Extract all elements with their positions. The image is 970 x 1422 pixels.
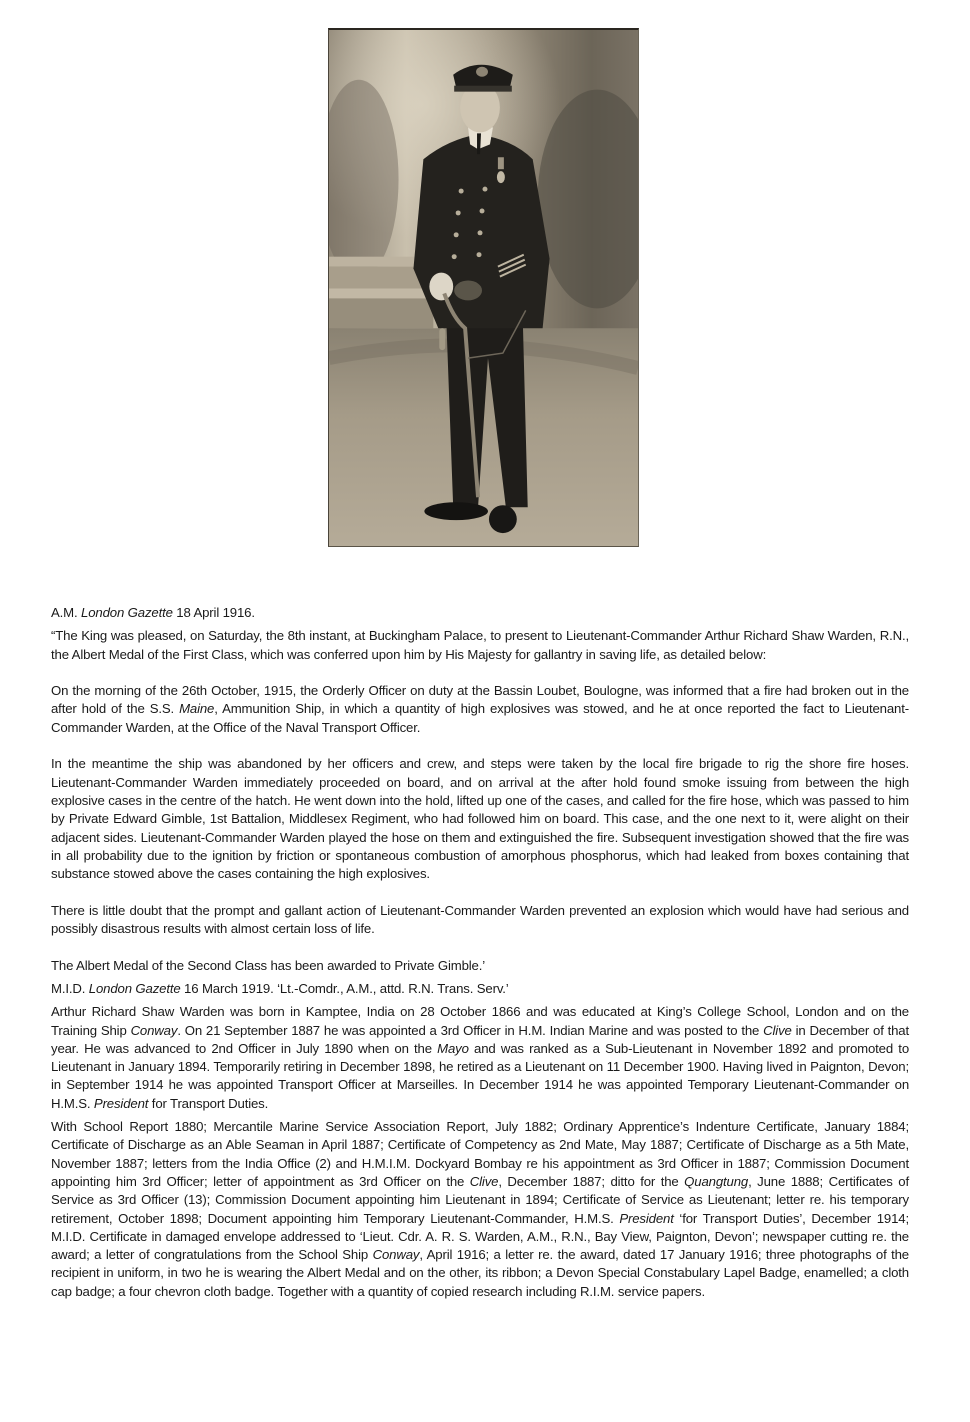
- citation-paragraph-3: In the meantime the ship was abandoned by her officers and crew, and steps were taken by the local fire brigade to rig the shore fire hoses. Lieutenant-Commander Warden immediately proceeded on board, and on arrival at the after hold found smoke issuing from between the high explosive cases in the centre of the hatch. He went down into the hold, lifted up one of the cases, and called for the fire hose, which was passed to him by Private Edward Gimble, 1st Battalion, Middlesex Regiment, who had followed him on board. This case, and the one next to it, were alight on their adjacent sides. Lieutenant-Commander Warden played the hose on them and extinguished the fire. Subsequent investigation showed that the fire was in all probability due to the ignition by friction or spontaneous combustion of amorphous phosphorus, which had leaked from boxes containing that substance stowed above the cases containing the high explosives.: [51, 756, 909, 882]
- shoe-right: [489, 505, 517, 533]
- albert-medal: [497, 171, 505, 183]
- ship-name: Mayo: [437, 1040, 469, 1056]
- ship-name: Maine: [179, 701, 215, 717]
- accompanying-items-paragraph: With School Report 1880; Mercantile Marine Service Association Report, July 1882; Ordinary Apprentice’s Indenture Certificate, January 1884; Certificate of Discharge as an Able Seaman in April 1887; Certificate of Competency as 2nd Mate, May 1887; Certificate of Discharge as a 5th Mate, November 1887; letters from the India Office (2) and H.M.I.M. Dockyard Bombay re his appointment as 3rd Officer in 1887; Commission Document appointing him 3rd Officer; letter of appointment as 3rd Officer on the Clive, December 1887; ditto for the Quangtung, June 1888; Certificates of Service as 3rd Officer (13); Commission Document appointing him Lieutenant in 1894; Certificate of Service as Lieutenant; letter re. his temporary retirement, October 1898; Document appointing him Temporary Lieutenant-Commander, H.M.S. President ‘for Transport Duties’, December 1914; M.I.D. Certificate in damaged envelope addressed to ‘Lieut. Cdr. A. R. S. Warden, A.M., R.N., Bay View, Paignton, Devon’; newspaper cutting re. the award; a letter of congratulations from the School Ship Conway, April 1916; a letter re. the award, dated 17 January 1916; three photographs of the recipient in uniform, in two he is wearing the Albert Medal and on the other, its ribbon; a Devon Special Constabulary Lapel Badge, enamelled; a cloth cap badge; a four chevron cloth badge. Together with a quantity of copied research including R.I.M. service papers.: [51, 1119, 909, 1299]
- sword-tassel: [439, 328, 445, 350]
- citation-paragraph-1: “The King was pleased, on Saturday, the 8th instant, at Buckingham Palace, to present to Lieutenant-Commander Arthur Richard Shaw Warden, R.N., the Albert Medal of the First Class, which was conferred upon him by His Majesty for gallantry in saving life, as detailed below:: [51, 628, 909, 662]
- gazette-name: London Gazette: [88, 980, 181, 996]
- cap-badge: [476, 67, 488, 77]
- ship-name: President: [93, 1095, 149, 1111]
- ship-name: Clive: [763, 1022, 792, 1038]
- gazette-name: London Gazette: [81, 605, 173, 620]
- officer-hand: [429, 273, 453, 301]
- biography-paragraph: Arthur Richard Shaw Warden was born in Kamptee, India on 28 October 1866 and was educated at King’s College School, London and on the Training Ship Conway. On 21 September 1887 he was appointed a 3rd Officer in H.M. Indian Marine and was posted to the Clive in December of that year. He was advanced to 2nd Officer in July 1890 when on the Mayo and was ranked as a Sub-Lieutenant in November 1892 and promoted to Lieutenant in January 1894. Temporarily retiring in December 1898, he retired as a Lieutenant on 11 December 1900. Having lived in Paignton, Devon; in September 1914 he was appointed Transport Officer at Marseilles. In December 1914 he was appointed Temporary Lieutenant-Commander on H.M.S. President for Transport Duties.: [51, 1004, 910, 1111]
- gazette-citation-1: A.M. London Gazette 18 April 1916.: [51, 605, 255, 620]
- ship-name: Quangtung: [684, 1173, 749, 1189]
- portrait-photo-image: [329, 30, 638, 546]
- citation-paragraph-4: There is little doubt that the prompt and gallant action of Lieutenant-Commander Warden prevented an explosion which would have had serious and possibly disastrous results with almost certain loss of life.: [51, 902, 909, 937]
- citation-paragraph-5: The Albert Medal of the Second Class has been awarded to Private Gimble.’: [51, 957, 486, 973]
- ship-name: President: [619, 1210, 674, 1226]
- ship-name: Clive: [469, 1173, 499, 1189]
- backdrop-steps: [329, 257, 423, 267]
- document-body: [51, 604, 909, 1301]
- shoe-left: [424, 502, 488, 520]
- portrait-photo: [328, 28, 639, 547]
- ship-name: Conway: [130, 1022, 178, 1038]
- gazette-citation-2: M.I.D. London Gazette 16 March 1919. ‘Lt.-Comdr., A.M., attd. R.N. Trans. Serv.’: [51, 980, 509, 996]
- citation-paragraph-2: On the morning of the 26th October, 1915, the Orderly Officer on duty at the Bassin Loubet, Boulogne, was informed that a fire had broken out in the after hold of the S.S. Maine, Ammunition Ship, in which a quantity of high explosives was stowed, and he at once reported the fact to Lieutenant-Commander Warden, at the Office of the Naval Transport Officer.: [51, 683, 909, 735]
- ship-name: Conway: [372, 1247, 420, 1263]
